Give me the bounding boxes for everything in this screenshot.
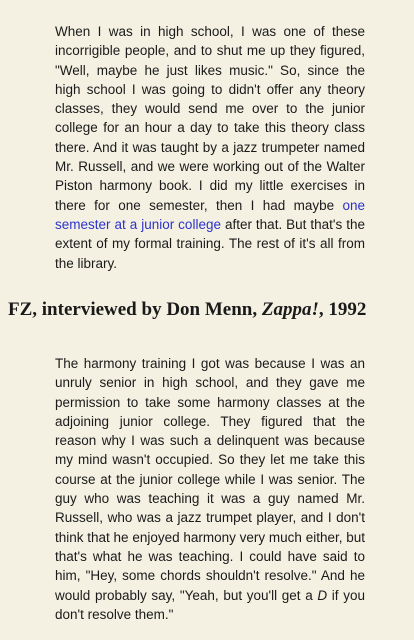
quote-1-text-before: When I was in high school, I was one of these incorrigible people, and to shut me up they figured, "Well, maybe he just likes music." So, since the high school I was going to didn't offer any theory classes, they would send me over to the junior college for an hour a day to take this theory class there. And it was taught by a jazz trumpeter named Mr. Russell, and we were working out of the Walter Piston harmony book. I did my little exercises in there for one semester, then I had maybe xyxy=(55,24,365,213)
quote-1-text-after: after that. But that's the extent of my formal training. The rest of it's all from the library. xyxy=(55,216,365,271)
heading-prefix: FZ, interviewed by Don Menn, xyxy=(8,299,262,320)
quote-paragraph-1 xyxy=(55,22,365,273)
quote-paragraph-2 xyxy=(55,354,365,624)
heading-suffix: , 1992 xyxy=(318,299,367,320)
heading-book-title: Zappa! xyxy=(261,299,319,320)
quote-2-emphasis: D xyxy=(317,587,328,603)
quote-2-text-after: if you don't resolve them." xyxy=(55,587,365,622)
quote-2-text-before: The harmony training I got was because I was an unruly senior in high school, and they gave me permission to take some harmony classes at the adjoining junior college. They figured that the reason why I was such a delinquent was because my mind wasn't occupied. So they let me take this course at the junior college while I was senior. The guy who was teaching it was a guy named Mr. Russell, who was a jazz trumpet player, and I don't think that he enjoyed harmony very much either, but that's what he was teaching. I could have said to him, "Hey, some chords shouldn't resolve." And he would probably say, "Yeah, but you'll get a xyxy=(55,356,365,603)
junior-college-link[interactable]: one semester at a junior college xyxy=(55,197,365,232)
interview-heading xyxy=(8,298,366,322)
